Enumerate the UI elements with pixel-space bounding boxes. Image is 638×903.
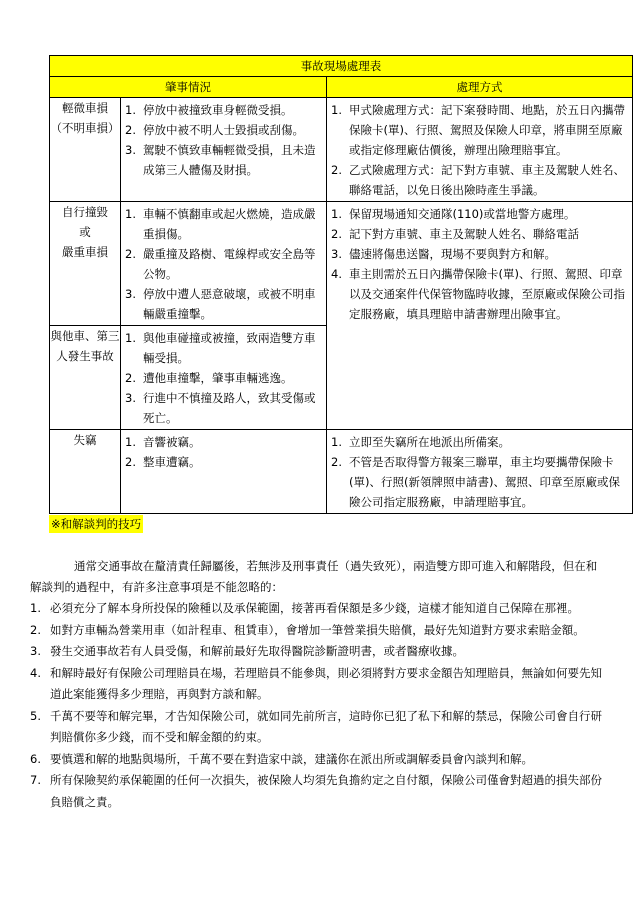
list-item: 5. 千萬不要等和解完畢，才告知保險公司，就如同先前所言，這時你已犯了私下和解的禁忌，保險公司會自行研判賠償你多少錢，而不受和解金額的約束。 (30, 708, 602, 744)
intro-paragraph: 通常交通事故在釐清責任歸屬後，若無涉及刑事責任（過失致死），兩造雙方即可進入和解階段，但在和解談判的過程中，有許多注意事項是不能忽略的： (30, 559, 598, 594)
list-item: 1. 音響被竊。 (125, 435, 201, 449)
situation-cell (121, 326, 327, 430)
accident-handling-table (49, 55, 633, 514)
list-item: 2. 停放中被不明人士毀損或刮傷。 (125, 123, 304, 137)
list-item: 1. 甲式險處理方式：記下案發時間、地點，於五日內攜帶保險卡(單)、行照、駕照及保險人印章，將車開至原廠或指定修理廠估價後，辦理出險理賠事宜。 (331, 103, 625, 157)
list-item: 2. 整車遭竊。 (125, 455, 201, 469)
table-row (50, 98, 633, 202)
list-item: 1. 停放中被撞致車身輕微受損。 (125, 103, 293, 117)
list-item: 1. 與他車碰撞或被撞，致兩造雙方車輛受損。 (125, 331, 316, 365)
column-header-situation: 肇事情況 (50, 77, 327, 98)
list-item: 2. 記下對方車號、車主及駕駛人姓名、聯絡電話 (331, 227, 579, 241)
method-cell (327, 98, 633, 202)
situation-cell (121, 98, 327, 202)
row-category: 與他車、第三 人發生事故 (50, 326, 121, 430)
method-cell (327, 202, 633, 430)
list-item: 2. 遭他車撞擊，肇事車輛逃逸。 (125, 371, 293, 385)
list-item: 1. 保留現場通知交通隊(110)或當地警方處理。 (331, 207, 576, 221)
list-item: 3. 發生交通事故若有人員受傷，和解前最好先取得醫院診斷證明書，或者醫療收據。 (30, 644, 464, 658)
list-item: 2. 嚴重撞及路樹、電線桿或安全島等公物。 (125, 247, 316, 281)
situation-cell (121, 430, 327, 514)
list-item: 6. 要慎選和解的地點與場所，千萬不要在對造家中談，建議你在派出所或調解委員會內談判和解。 (30, 751, 533, 766)
list-item: 3. 停放中遭人惡意破壞，或被不明車輛嚴重撞擊。 (125, 287, 316, 321)
list-item: 1. 立即至失竊所在地派出所備案。 (331, 435, 510, 449)
list-item: 2. 不管是否取得警方報案三聯單，車主均要攜帶保險卡(單)、行照(新領牌照申請書)、駕照、印章至原廠或保險公司指定服務廠，申請理賠事宜。 (331, 455, 620, 509)
list-item: 1. 必須充分了解本身所投保的險種以及承保範圍，接著再看保額是多少錢，這樣才能知道自己保障在那裡。 (30, 601, 579, 615)
list-item: 1. 車輛不慎翻車或起火燃燒，造成嚴重損傷。 (125, 207, 316, 241)
row-category: 輕微車損 （不明車損） (50, 98, 121, 202)
list-item: 4. 車主則需於五日內攜帶保險卡(單)、行照、駕照、印章以及交通案件代保管物臨時收據，至原廠或保險公司指定服務廠，填具理賠申請書辦理出險事宜。 (331, 267, 625, 321)
method-cell (327, 430, 633, 514)
table-row (50, 430, 633, 514)
list-item: 4. 和解時最好有保險公司理賠員在場，若理賠員不能參與，則必須將對方要求金額告知理賠員，無論如何要先知道此案能獲得多少理賠，再與對方談和解。 (30, 665, 602, 701)
situation-cell (121, 202, 327, 326)
list-item: 2. 如對方車輛為營業用車（如計程車、租賃車），會增加一筆營業損失賠償，最好先知道對方要求索賠金額。 (30, 622, 585, 637)
table-title: 事故現場處理表 (50, 56, 633, 77)
section-title: ※和解談判的技巧 (51, 517, 142, 531)
row-category: 失竊 (50, 430, 121, 514)
list-item: 3. 儘速將傷患送醫，現場不要與對方和解。 (331, 247, 556, 261)
list-item: 7. 所有保險契約承保範圍的任何一次損失，被保險人均須先負擔約定之自付額，保險公司僅會對超過的損失部份負賠償之責。 (30, 773, 602, 809)
table-row (50, 202, 633, 326)
row-category: 自行撞毀 或 嚴重車損 (50, 202, 121, 326)
tips-list (30, 598, 610, 813)
list-item: 3. 行進中不慎撞及路人，致其受傷或死亡。 (125, 391, 316, 425)
list-item: 3. 駕駛不慎致車輛輕微受損，且未造成第三人體傷及財損。 (125, 143, 316, 177)
list-item: 2. 乙式險處理方式：記下對方車號、車主及駕駛人姓名、聯絡電話，以免日後出險時產生爭議。 (331, 163, 625, 197)
column-header-method: 處理方式 (327, 77, 633, 98)
